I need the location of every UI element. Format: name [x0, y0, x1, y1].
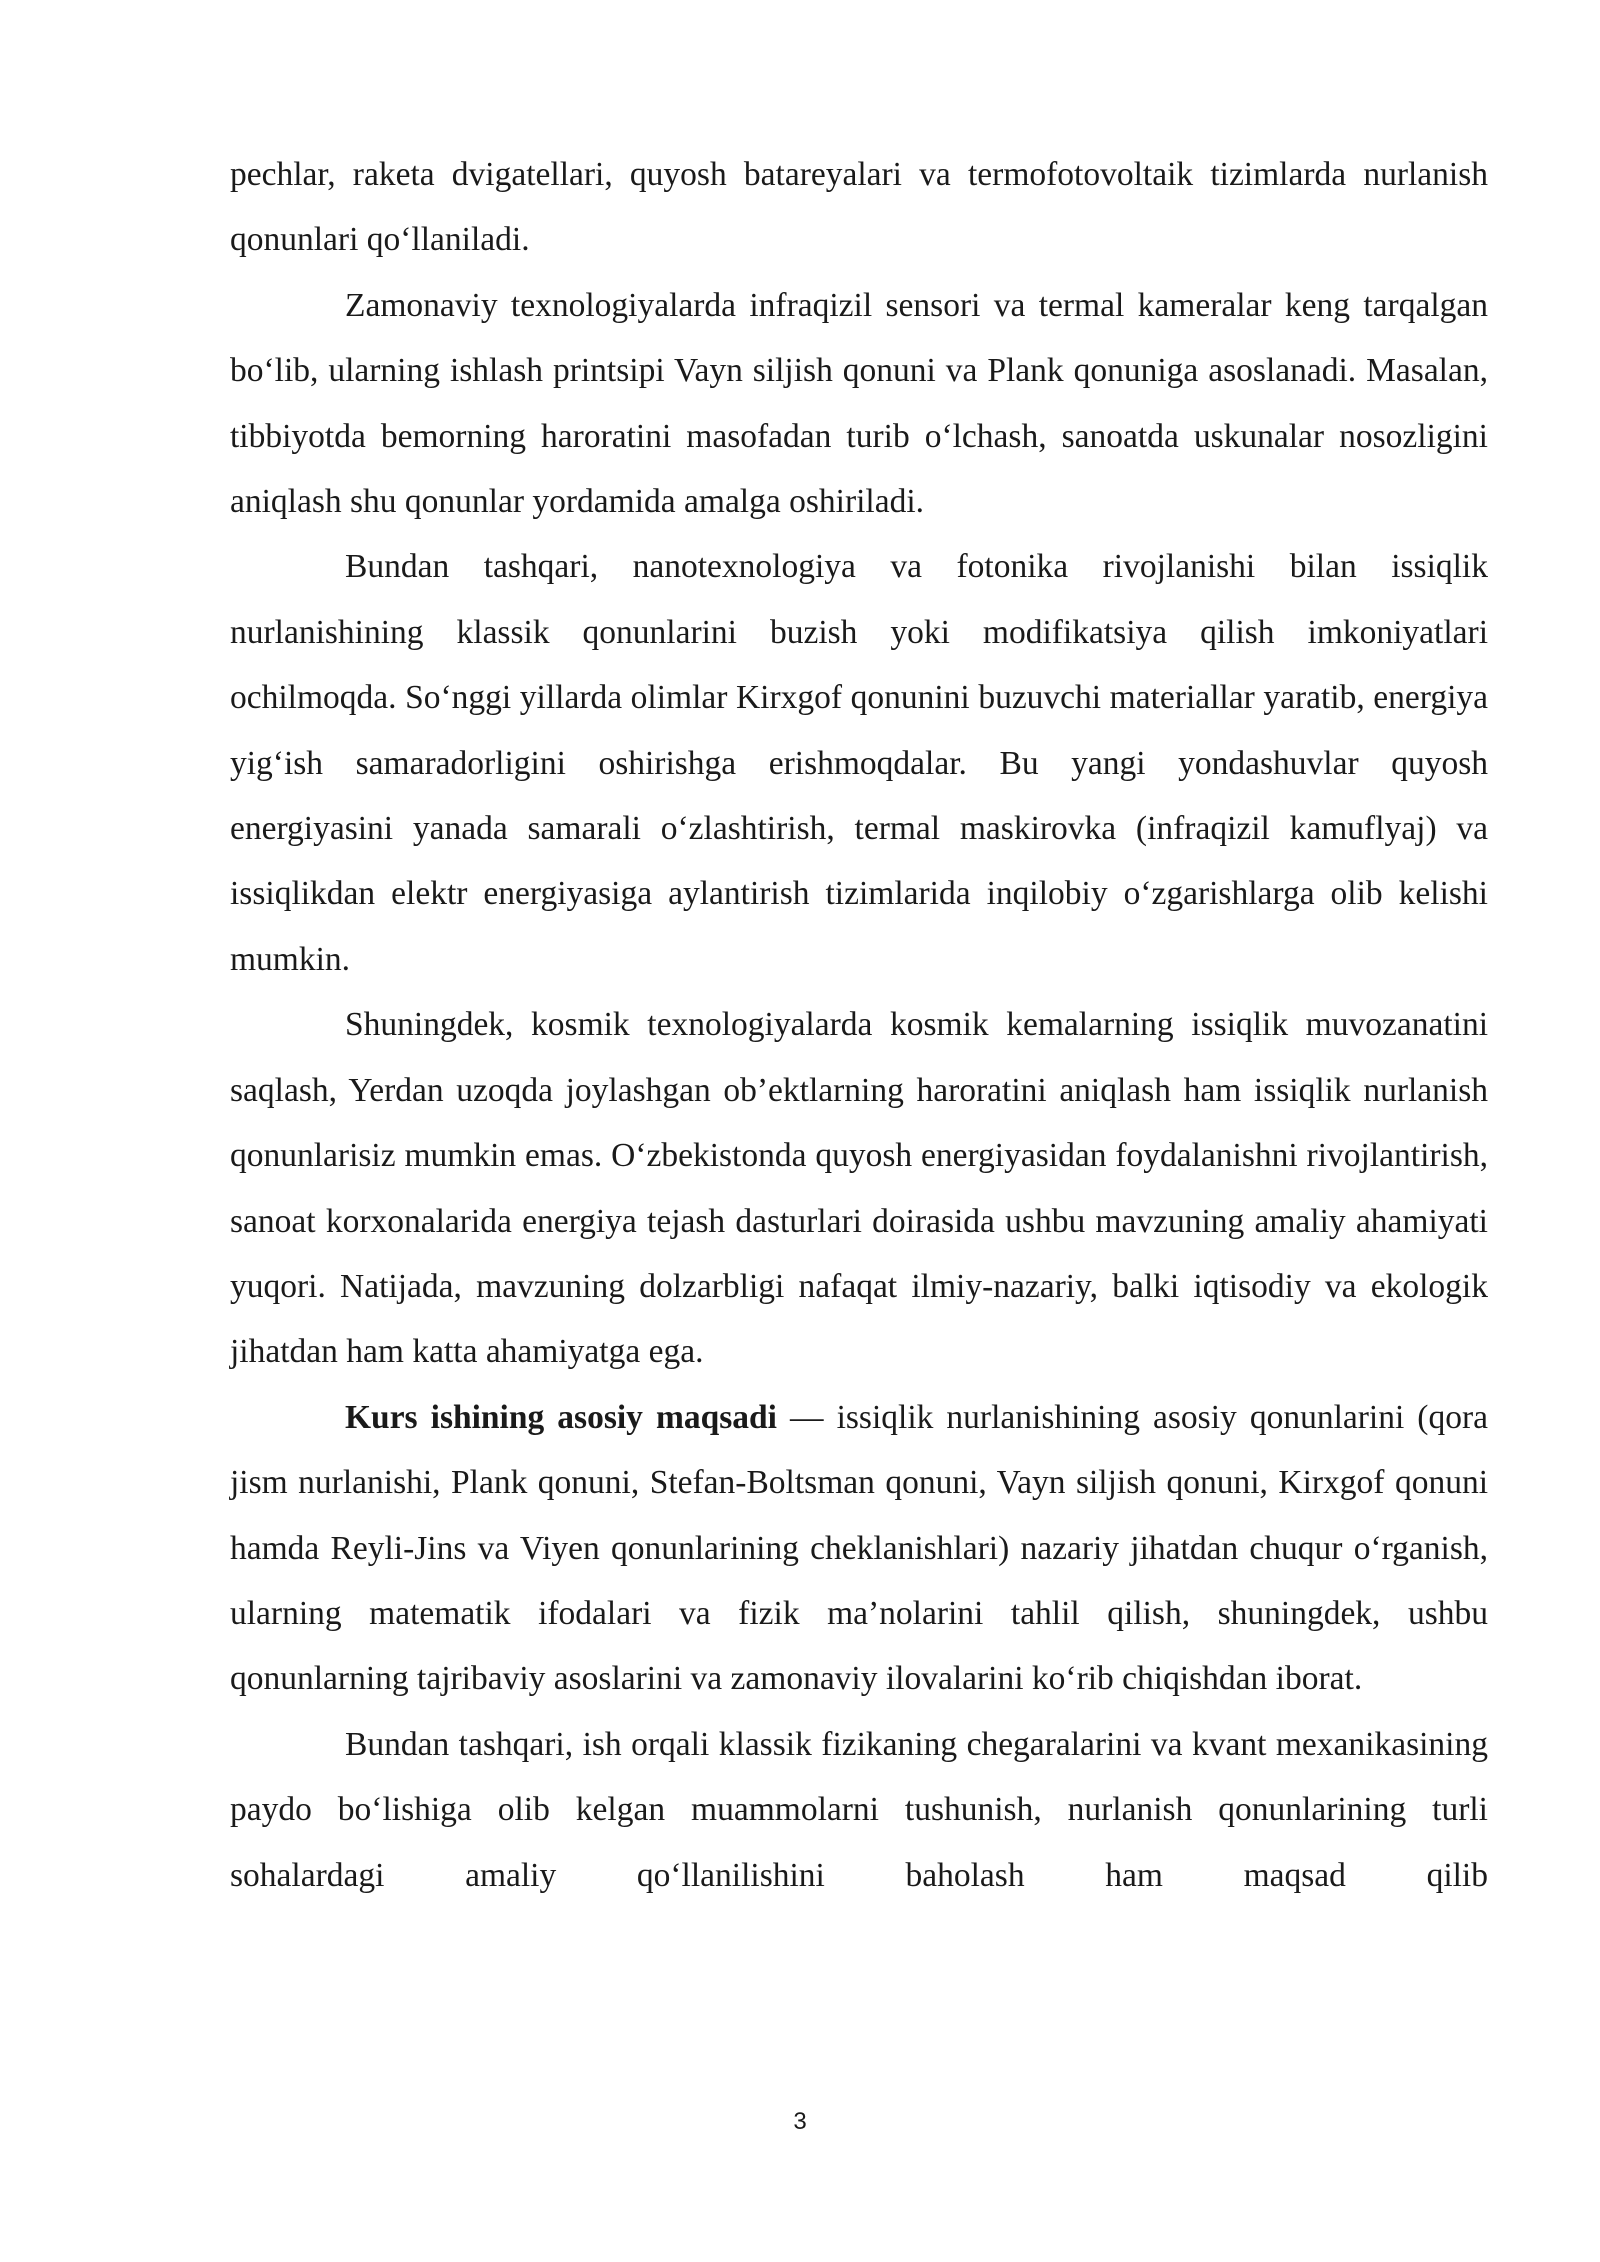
paragraph-nanotechnology: Bundan tashqari, nanotexnologiya va fotonika rivojlanishi bilan issiqlik nurlanishining klassik qonunlarini buzish yoki modifikatsiya qilish imkoniyatlari ochilmoqda. So‘nggi yillarda olimlar Kirxgof qonunini buzuvchi materiallar yaratib, energiya yig‘ish samaradorligini oshirishga erishmoqdalar. Bu yangi yondashuvlar quyosh energiyasini yanada samarali o‘zlashtirish, termal maskirovka (infraqizil kamuflyaj) va issiqlikdan elektr energiyasiga aylantirish tizimlarida inqilobiy o‘zgarishlarga olib kelishi mumkin.: [230, 548, 1488, 978]
paragraph-space-technologies: Shuningdek, kosmik texnologiyalarda kosmik kemalarning issiqlik muvozanatini saqlash, Yerdan uzoqda joylashgan ob’ektlarning haroratini aniqlash ham issiqlik nurlanish qonunlarisiz mumkin emas. O‘zbekistonda quyosh energiyasidan foydalanishni rivojlantirish, sanoat korxonalarida energiya tejash dasturlari doirasida ushbu mavzuning amaliy ahamiyati yuqori. Natijada, mavzuning dolzarbligi nafaqat ilmiy-nazariy, balki iqtisodiy va ekologik jihatdan ham katta ahamiyatga ega.: [230, 1006, 1488, 1371]
paragraph-additional-goal: Bundan tashqari, ish orqali klassik fizikaning chegaralarini va kvant mexanikasining paydo bo‘lishiga olib kelgan muammolarni tushunish, nurlanish qonunlarining turli sohalardagi amaliy qo‘llanilishini baholash ham maqsad qilib: [230, 1725, 1488, 1894]
document-page: [230, 142, 1488, 1908]
paragraph-continuation: pechlar, raketa dvigatellari, quyosh batareyalari va termofotovoltaik tizimlarda nurlanish qonunlari qo‘llaniladi.: [230, 156, 1488, 259]
paragraph-course-goal: [230, 1385, 1488, 1712]
course-goal-text: — issiqlik nurlanishining asosiy qonunlarini (qora jism nurlanishi, Plank qonuni, Stefan-Boltsman qonuni, Vayn siljish qonuni, Kirxgof qonuni hamda Reyli-Jins va Viyen qonunlarining cheklanishlari) nazariy jihatdan chuqur o‘rganish, ularning matematik ifodalari va fizik ma’nolarini tahlil qilish, shuningdek, ushbu qonunlarning tajribaviy asoslarini va zamonaviy ilovalarini ko‘rib chiqishdan iborat.: [230, 1398, 1488, 1698]
paragraph-modern-technologies: Zamonaviy texnologiyalarda infraqizil sensori va termal kameralar keng tarqalgan bo‘lib, ularning ishlash printsipi Vayn siljish qonuni va Plank qonuniga asoslanadi. Masalan, tibbiyotda bemorning haroratini masofadan turib o‘lchash, sanoatda uskunalar nosozligini aniqlash shu qonunlar yordamida amalga oshiriladi.: [230, 286, 1488, 521]
page-number: 3: [793, 2108, 807, 2135]
course-goal-heading: Kurs ishining asosiy maqsadi: [345, 1398, 777, 1436]
